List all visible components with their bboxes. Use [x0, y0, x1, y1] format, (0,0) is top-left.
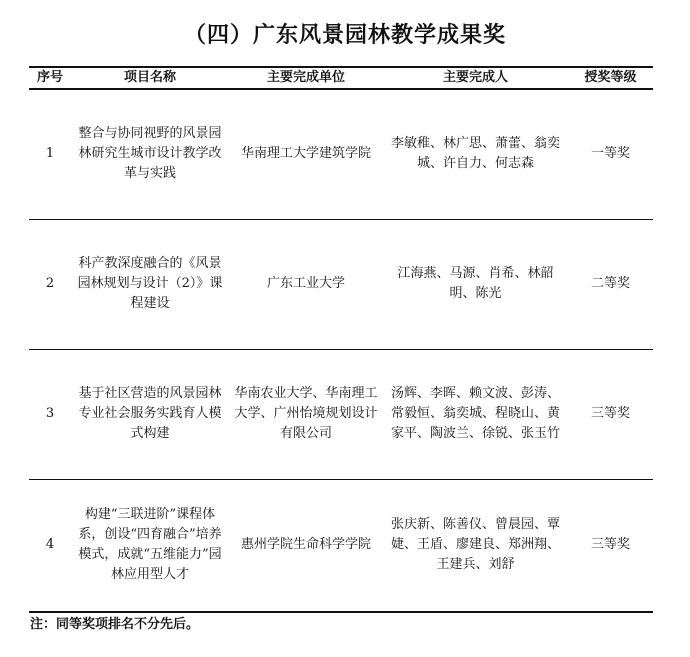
footnote: 注：同等奖项排名不分先后。: [30, 617, 200, 632]
table-row: [29, 219, 653, 349]
header-project: 项目名称: [71, 67, 229, 89]
cell-people: 张庆新、陈善仪、曾晨园、覃婕、王盾、廖建良、郑洲翔、王建兵、刘舒: [383, 479, 568, 612]
cell-project: 构建“三联进阶”课程体系，创设“四育融合”培养模式，成就“五维能力”园林应用型人才: [71, 479, 229, 612]
page-title: （四）广东风景园林教学成果奖: [183, 22, 506, 48]
cell-level: 一等奖: [568, 89, 653, 219]
header-level: 授奖等级: [568, 67, 653, 89]
cell-people: 汤辉、李晖、赖文波、彭涛、常毅恒、翁奕城、程晓山、黄家平、陶波兰、徐锐、张玉竹: [383, 349, 568, 479]
header-people: 主要完成人: [383, 67, 568, 89]
cell-seq: 1: [29, 89, 71, 219]
cell-project: 整合与协同视野的风景园林研究生城市设计教学改革与实践: [71, 89, 229, 219]
table-row: [29, 349, 653, 479]
cell-level: 三等奖: [568, 349, 653, 479]
cell-unit: 华南农业大学、华南理工大学、广州怡境规划设计有限公司: [229, 349, 383, 479]
cell-seq: 4: [29, 479, 71, 612]
header-seq: 序号: [29, 67, 71, 89]
table-row: [29, 479, 653, 612]
cell-unit: 华南理工大学建筑学院: [229, 89, 383, 219]
cell-unit: 广东工业大学: [229, 219, 383, 349]
awards-table: [29, 66, 653, 613]
header-unit: 主要完成单位: [229, 67, 383, 89]
cell-level: 三等奖: [568, 479, 653, 612]
cell-seq: 3: [29, 349, 71, 479]
cell-project: 科产教深度融合的《风景园林规划与设计（2）》课程建设: [71, 219, 229, 349]
cell-people: 江海燕、马源、肖希、林韶明、陈光: [383, 219, 568, 349]
cell-seq: 2: [29, 219, 71, 349]
cell-unit: 惠州学院生命科学学院: [229, 479, 383, 612]
table-row: [29, 89, 653, 219]
table-header-row: [29, 67, 653, 89]
cell-level: 二等奖: [568, 219, 653, 349]
cell-people: 李敏稚、林广思、萧蕾、翁奕城、许自力、何志森: [383, 89, 568, 219]
cell-project: 基于社区营造的风景园林专业社会服务实践育人模式构建: [71, 349, 229, 479]
